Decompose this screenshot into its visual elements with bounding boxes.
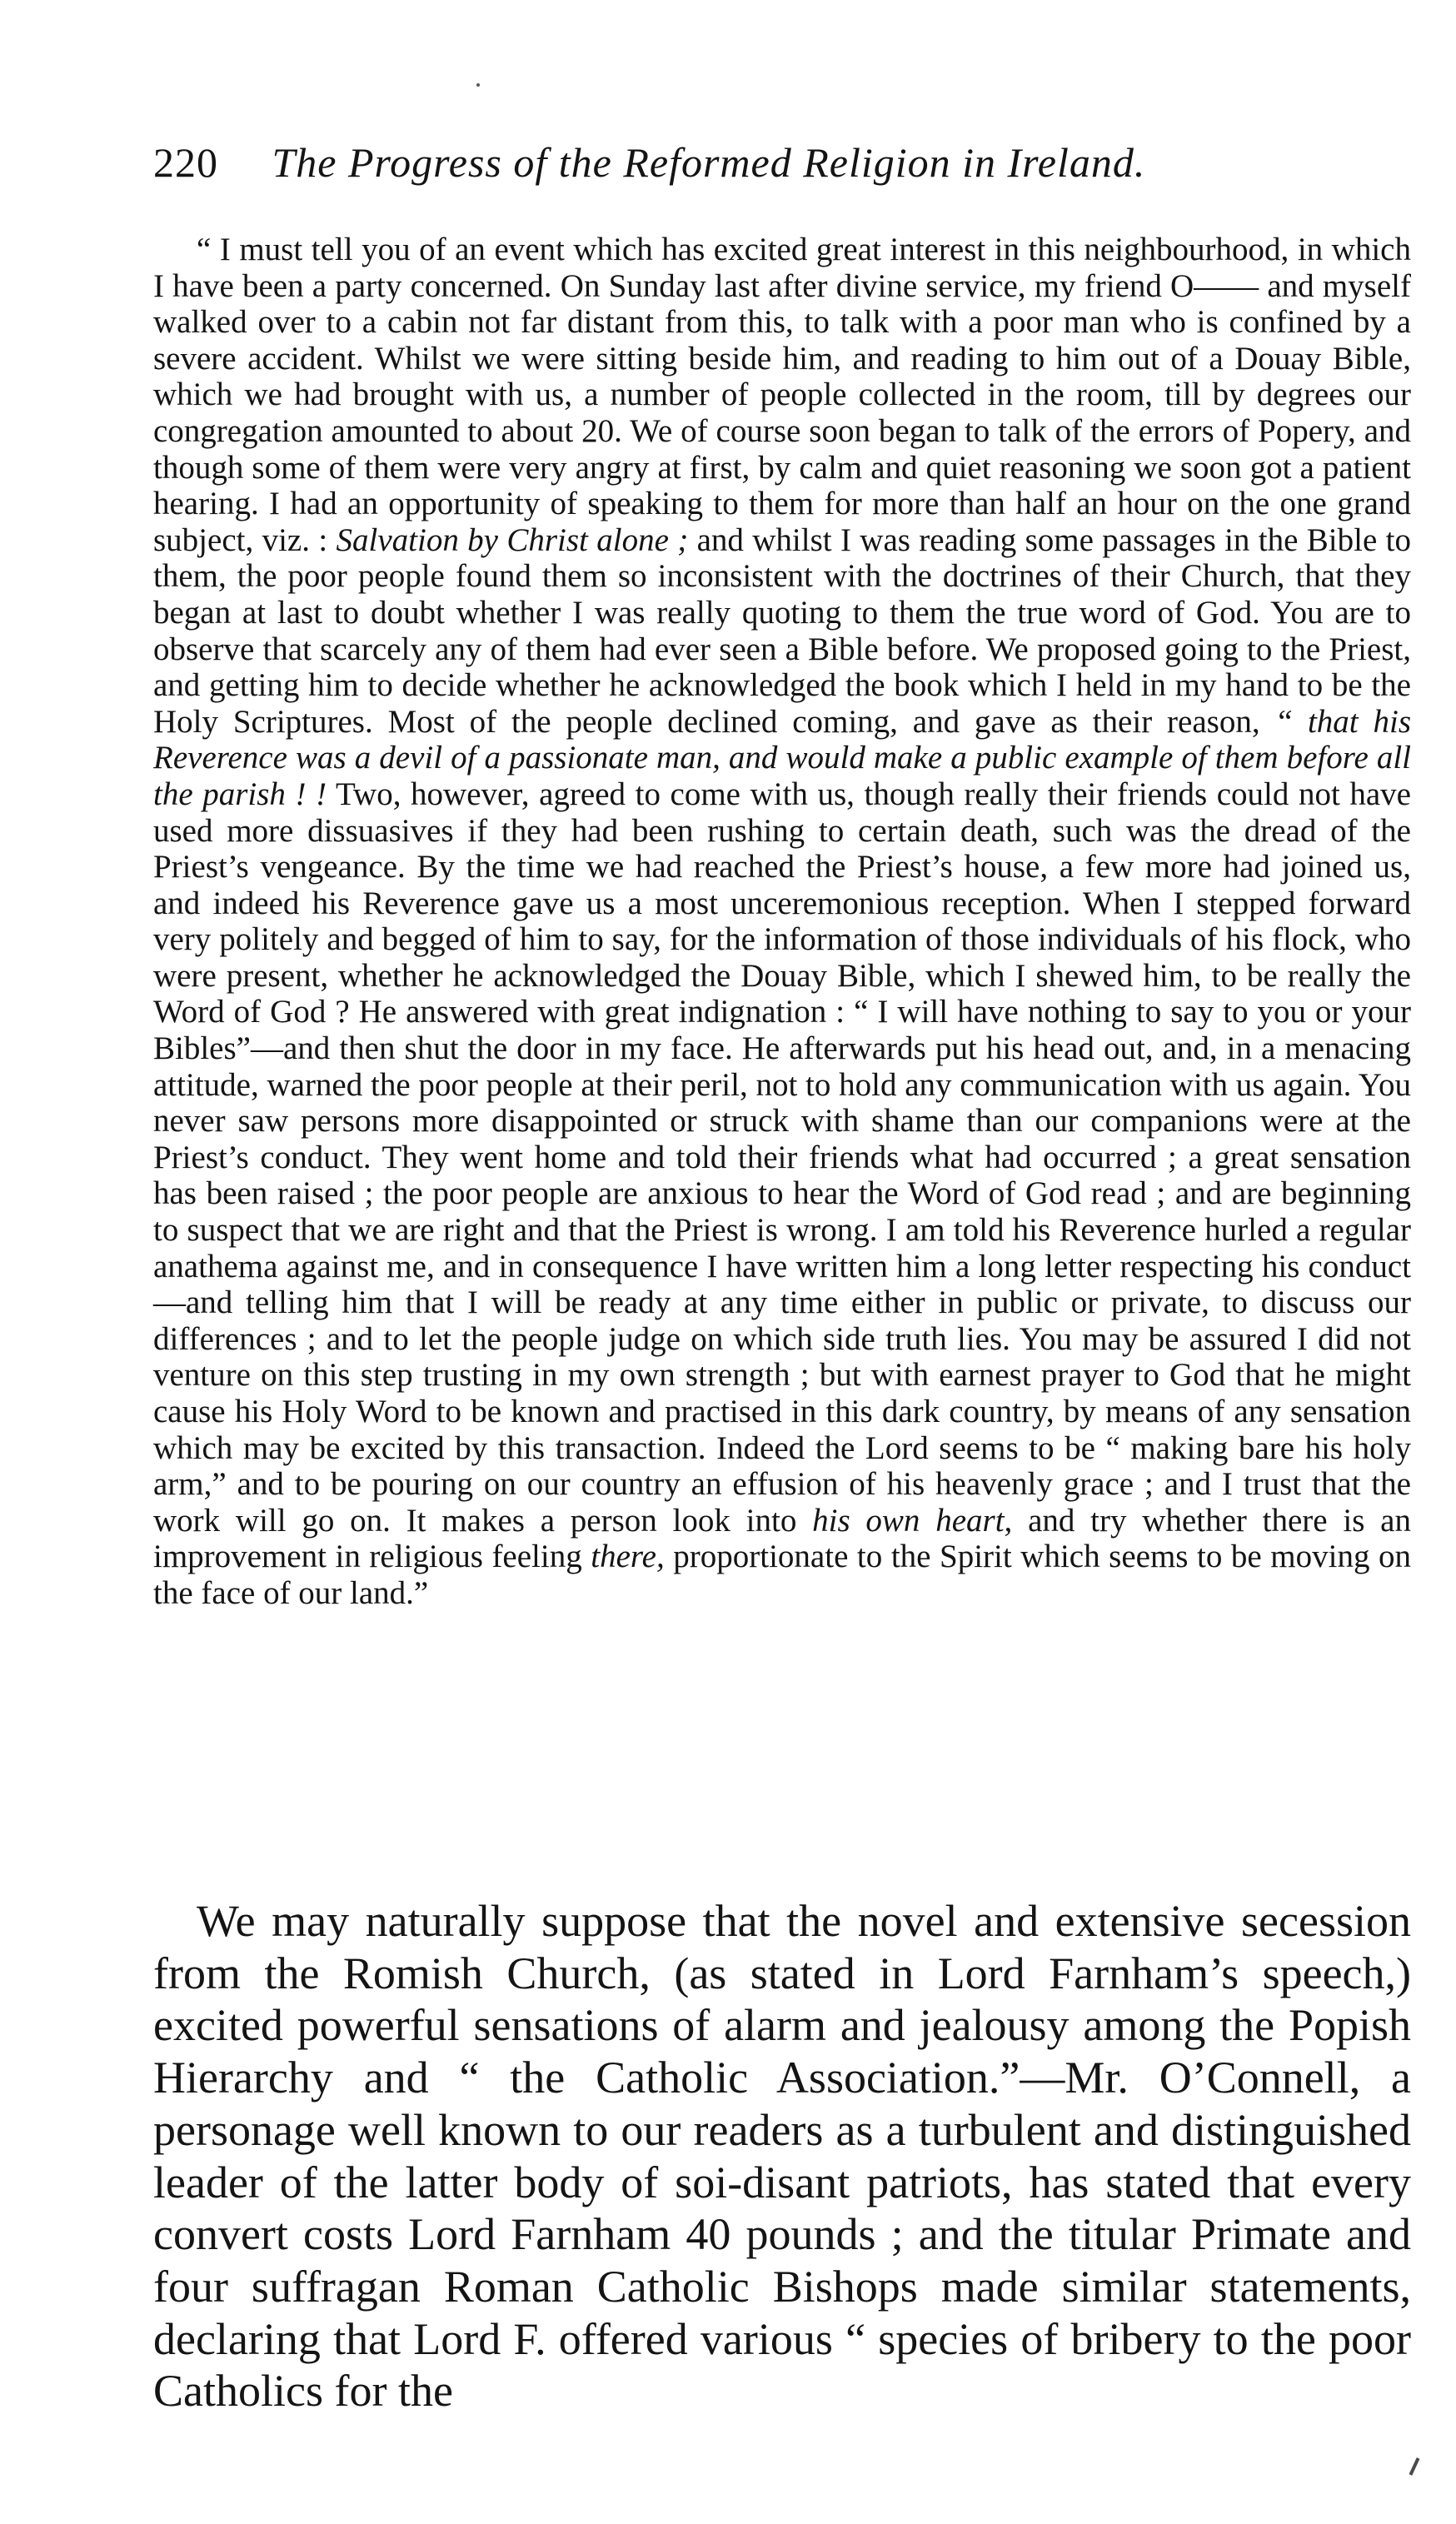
quote-text-3: Two, however, agreed to come with us, though really their friends could not have used more dissuasives if they had been rushing to certain death, such was the dread of the Priest’s vengeance. By the time we had reached the Priest’s house, a few more had joined us, and indeed his Reverence gave us a most unceremonious reception. When I stepped forward very politely and begged of him to say, for the information of those individuals of his flock, who were present, whether he acknowledged the Douay Bible, which I shewed him, to be really the Word of God ? He answered with great indignation : “ I will have nothing to say to you or your Bibles”—and then shut the door in my face. He afterwards put his head out, and, in a menacing attitude, warned the poor people at their peril, not to hold any communication with us again. You never saw persons more disappointed or struck with shame than our companions were at the Priest’s conduct. They went home and told their friends what had occurred ; a great sensation has been raised ; the poor people are anxious to hear the Word of God read ; and are beginning to suspect that we are right and that the Priest is wrong. I am told his Reverence hurled a regular anathema against me, and in consequence I have written him a long letter respecting his conduct—and telling him that I will be ready at any time either in public or private, to discuss our differences ; and to let the people judge on which side truth lies. You may be assured I did not venture on this step trusting in my own strength ; but with earnest prayer to God that he might cause his Holy Word to be known and practised in this dark country, by means of any sensation which may be excited by this transaction. Indeed the Lord seems to be “ making bare his holy arm,” and to be pouring on our country an effusion of his heavenly grace ; and I trust that the work will go on. It makes a person look into	[153, 776, 1411, 1539]
quote-text-2: and whilst I was reading some passages in the Bible to them, the poor people found them so inconsistent with the doctrines of their Church, that they began at last to doubt whether I was really quoting to them the true word of God. You are to observe that scarcely any of them had ever seen a Bible before. We proposed going to the Priest, and getting him to decide whether he acknowledged the book which I held in my hand to be the Holy Scriptures. Most of the people declined coming, and gave as their reason,	[153, 521, 1411, 740]
quote-emphasis-3: his own heart,	[812, 1502, 1013, 1539]
main-paragraph: We may naturally suppose that the novel and extensive secession from the Romish Church, (as stated in Lord Farnham’s speech,) excited powerful sensations of alarm and jealousy among the Popish Hierarchy and “ the Catholic Association.”—Mr. O’Connell, a personage well known to our readers as a turbulent and distinguished leader of the latter body of soi-disant patriots, has stated that every convert costs Lord Farnham 40 pounds ; and the titular Primate and four suffragan Roman Catholic Bishops made similar statements, declaring that Lord F. offered various “ species of bribery to the poor Catholics for the	[153, 1896, 1411, 2417]
quote-text-1: “ I must tell you of an event which has excited great interest in this neighbourhood, in which I have been a party concerned. On Sunday last after divine service, my friend O—— and myself walked over to a cabin not far distant from this, to talk with a poor man who is confined by a severe accident. Whilst we were sitting beside him, and reading to him out of a Douay Bible, which we had brought with us, a number of people collected in the room, till by degrees our congregation amounted to about 20. We of course soon began to talk of the errors of Popery, and though some of them were very angry at first, by calm and quiet reasoning we soon got a patient hearing. I had an opportunity of speaking to them for more than half an hour on the one grand subject, viz. :	[153, 232, 1411, 558]
page-number: 220	[153, 139, 218, 186]
quoted-letter	[153, 232, 1411, 1612]
quote-emphasis-4: there,	[591, 1539, 665, 1575]
quote-text-5: proportionate to the Spirit which seems to be moving on the face of our land.”	[153, 1539, 1412, 1611]
print-speck	[476, 83, 480, 87]
quote-emphasis-1: Salvation by Christ alone ;	[336, 521, 689, 558]
quote-text-4: and try whether there is an improvement in religious feeling	[153, 1502, 1411, 1575]
running-head	[153, 133, 1303, 192]
print-mark	[1409, 2457, 1420, 2476]
running-title: The Progress of the Reformed Religion in Ireland.	[272, 139, 1146, 186]
quote-emphasis-2: “ that his Reverence was a devil of a passionate man, and would make a public example of them before all the parish ! !	[153, 703, 1412, 812]
